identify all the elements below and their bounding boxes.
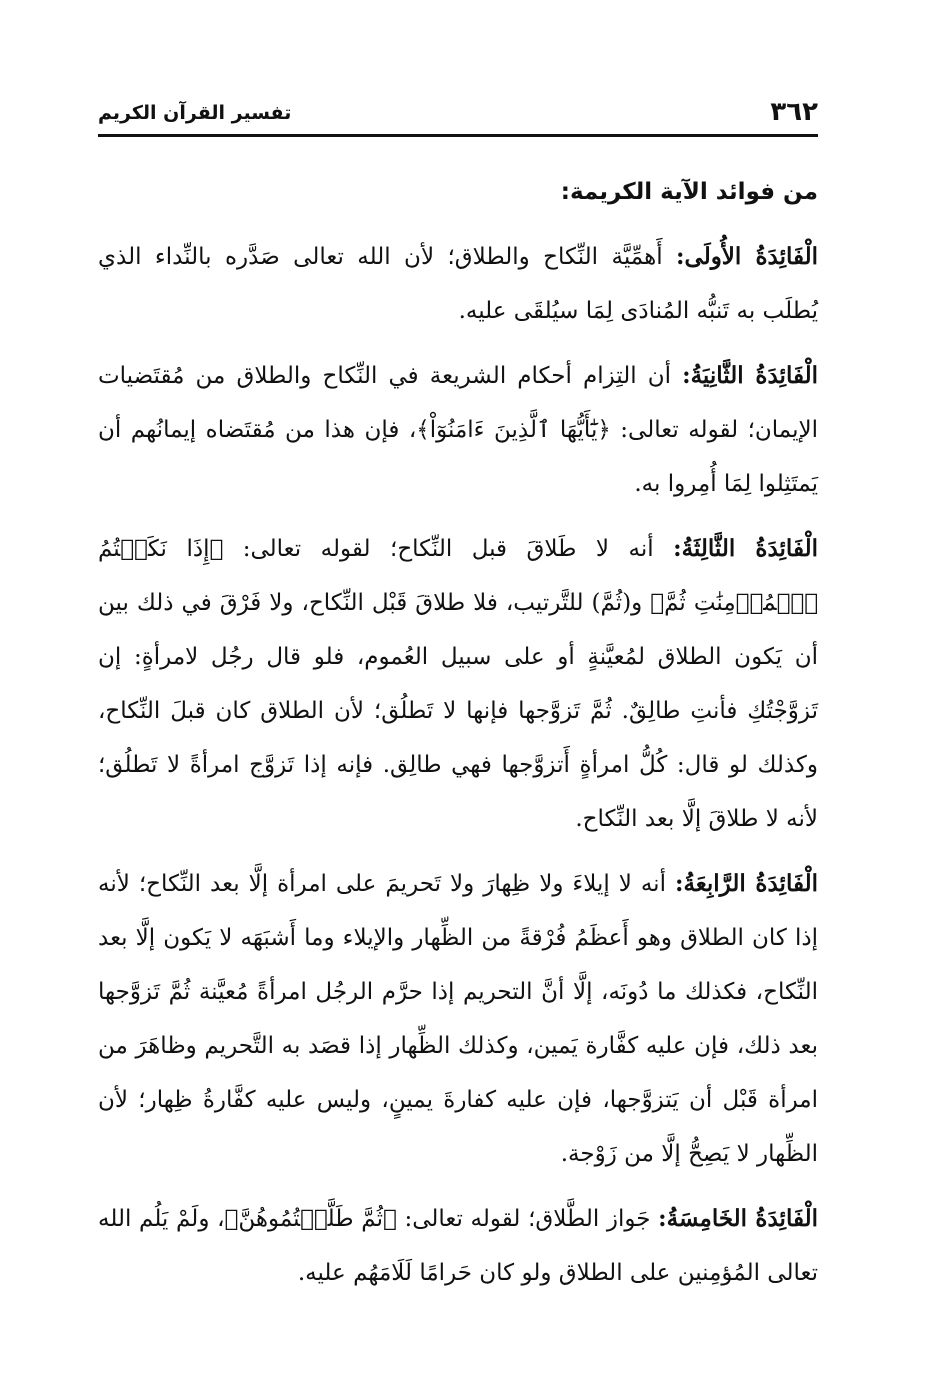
page-body [98,172,818,1311]
section-heading: من فوائد الآية الكريمة: [560,179,818,205]
paragraph-lead: الْفَائِدَةُ الثَّانِيَةُ: [682,362,818,389]
paragraph-lead: الْفَائِدَةُ الثَّالِثَةُ: [673,535,818,562]
paragraph-benefit-3 [98,522,818,846]
paragraph-text: أنه لا طَلاقَ قبل النِّكاح؛ لقوله تعالى: ﴿إِذَا نَكَحۡتُمُ ٱلۡمُؤۡمِنَٰتِ ثُمَّ﴾ و(ثُمَّ) للتَّرتيب، فلا طلاقَ قَبْل النِّكاح، ولا فَرْقَ في ذلك بين أن يَكون الطلاق لمُعيَّنةٍ أو على سبيل العُموم، فلو قال رجُل لامرأةٍ: إن تَزوَّجْتُكِ فأنتِ طالِقٌ. ثُمَّ تَزوَّجها فإنها لا تَطلُق؛ لأن الطلاق كان قبلَ النِّكاح، وكذلك لو قال: كُلُّ امرأةٍ أَتزوَّجها فهي طالِق. فإنه إذا تَزوَّج امرأةً لا تَطلُق؛ لأنه لا طلاقَ إلَّا بعد النِّكاح. [98,536,818,832]
paragraph-text: أن التِزام أحكام الشريعة في النِّكاح والطلاق من مُقتَضيات الإيمان؛ لقوله تعالى: ﴿يَٰٓأَيُّهَا ٱلَّذِينَ ءَامَنُوٓاْ﴾، فإن هذا من مُقتَضاه إيمانُهم أن يَمتَثِلوا لِمَا أُمِروا به. [98,363,818,497]
paragraph-text: أنه لا إيلاءَ ولا ظِهارَ ولا تَحريمَ على امرأة إلَّا بعد النِّكاح؛ لأنه إذا كان الطلاق وهو أَعظَمُ فُرْقةً من الظِّهار والإيلاء وما أَشبَهَه لا يَكون إلَّا بعد النِّكاح، فكذلك ما دُونَه، إلَّا أنَّ التحريم إذا حرَّم الرجُل امرأةً مُعيَّنة ثُمَّ تَزوَّجها بعد ذلك، فإن عليه كفَّارة يَمين، وكذلك الظِّهار إذا قصَد به التَّحريم وظاهَرَ من امرأة قَبْل أن يَتزوَّجها، فإن عليه كفارةَ يمينٍ، وليس عليه كفَّارةُ ظِهار؛ لأن الظِّهار لا يَصِحُّ إلَّا من زَوْجة. [98,871,818,1167]
page-number: ٣٦٢ [770,97,818,127]
paragraph-text: أَهمِّيَّة النِّكاح والطلاق؛ لأن الله تعالى صَدَّره بالنِّداء الذي يُطلَب به تَنبُّه المُنادَى لِمَا سيُلقَى عليه. [98,244,818,324]
paragraph-benefit-2 [98,349,818,511]
paragraph-benefit-5 [98,1192,818,1300]
paragraph-benefit-1 [98,230,818,338]
page-header [98,96,818,130]
header-rule [98,134,818,137]
paragraph-text: جَواز الطَّلاق؛ لقوله تعالى: ﴿ثُمَّ طَلَّقۡتُمُوهُنَّ﴾، ولَمْ يَلُم الله تعالى المُؤمِنين على الطلاق ولو كان حَرامًا لَلَامَهُم عليه. [98,1206,818,1286]
running-title: تفسير القرآن الكريم [98,102,292,124]
paragraph-lead: الْفَائِدَةُ الرَّابِعَةُ: [674,870,818,897]
paragraph-lead: الْفَائِدَةُ الأُولَى: [676,243,819,270]
paragraph-lead: الْفَائِدَةُ الخَامِسَةُ: [658,1205,818,1232]
paragraph-benefit-4 [98,857,818,1181]
